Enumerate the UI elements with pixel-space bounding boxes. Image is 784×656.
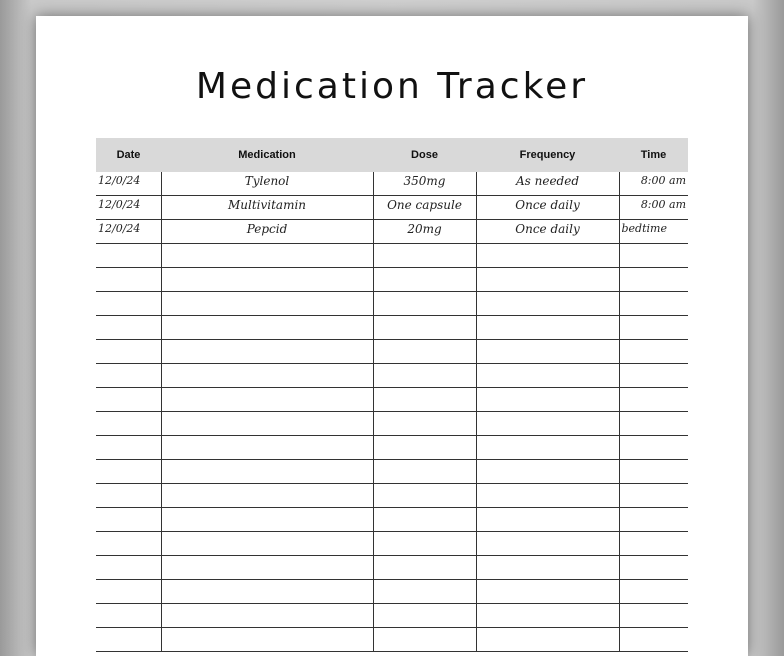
dose-cell[interactable]: 350mg [373, 172, 476, 196]
dose-cell[interactable] [373, 508, 476, 532]
frequency-cell[interactable]: Once daily [476, 220, 619, 244]
table-row [96, 364, 688, 388]
time-cell[interactable] [619, 412, 688, 436]
medication-cell[interactable]: Tylenol [161, 172, 373, 196]
table-row [96, 484, 688, 508]
medication-cell[interactable] [161, 316, 373, 340]
dose-cell[interactable]: One capsule [373, 196, 476, 220]
time-cell[interactable] [619, 628, 688, 652]
frequency-cell[interactable] [476, 316, 619, 340]
date-cell[interactable] [96, 436, 161, 460]
date-cell[interactable]: 12/0/24 [96, 172, 161, 196]
table-row [96, 532, 688, 556]
frequency-cell[interactable] [476, 268, 619, 292]
frequency-cell[interactable] [476, 436, 619, 460]
frequency-cell[interactable]: Once daily [476, 196, 619, 220]
dose-cell[interactable] [373, 604, 476, 628]
medication-cell[interactable] [161, 268, 373, 292]
table-row [96, 340, 688, 364]
table-row [96, 244, 688, 268]
header-medication: Medication [161, 138, 373, 172]
table-row [96, 292, 688, 316]
frequency-cell[interactable] [476, 388, 619, 412]
medication-cell[interactable] [161, 508, 373, 532]
time-cell[interactable] [619, 460, 688, 484]
medication-table [96, 138, 688, 652]
time-cell[interactable] [619, 508, 688, 532]
date-cell[interactable] [96, 412, 161, 436]
medication-cell[interactable] [161, 580, 373, 604]
time-cell[interactable] [619, 292, 688, 316]
date-cell[interactable] [96, 244, 161, 268]
dose-cell[interactable] [373, 532, 476, 556]
table-row [96, 220, 688, 244]
frequency-cell[interactable]: As needed [476, 172, 619, 196]
frequency-cell[interactable] [476, 508, 619, 532]
header-date: Date [96, 138, 161, 172]
medication-cell[interactable] [161, 364, 373, 388]
dose-cell[interactable] [373, 364, 476, 388]
page-title: Medication Tracker [195, 66, 589, 107]
frequency-cell[interactable] [476, 580, 619, 604]
header-frequency: Frequency [476, 138, 619, 172]
time-cell[interactable]: bedtime [619, 220, 688, 244]
medication-cell[interactable] [161, 412, 373, 436]
dose-cell[interactable] [373, 436, 476, 460]
table-row [96, 316, 688, 340]
time-cell[interactable] [619, 340, 688, 364]
dose-cell[interactable] [373, 244, 476, 268]
dose-cell[interactable] [373, 556, 476, 580]
table-row [96, 580, 688, 604]
medication-cell[interactable]: Multivitamin [161, 196, 373, 220]
time-cell[interactable]: 8:00 am [619, 172, 688, 196]
dose-cell[interactable] [373, 340, 476, 364]
time-cell[interactable]: 8:00 am [619, 196, 688, 220]
table-row [96, 508, 688, 532]
date-cell[interactable] [96, 364, 161, 388]
frequency-cell[interactable] [476, 460, 619, 484]
frequency-cell[interactable] [476, 532, 619, 556]
dose-cell[interactable]: 20mg [373, 220, 476, 244]
medication-cell[interactable] [161, 628, 373, 652]
medication-cell[interactable] [161, 292, 373, 316]
date-cell[interactable] [96, 388, 161, 412]
medication-cell[interactable] [161, 556, 373, 580]
dose-cell[interactable] [373, 388, 476, 412]
time-cell[interactable] [619, 580, 688, 604]
medication-cell[interactable]: Pepcid [161, 220, 373, 244]
date-cell[interactable] [96, 460, 161, 484]
time-cell[interactable] [619, 316, 688, 340]
table-row [96, 460, 688, 484]
dose-cell[interactable] [373, 268, 476, 292]
frequency-cell[interactable] [476, 556, 619, 580]
dose-cell[interactable] [373, 292, 476, 316]
date-cell[interactable] [96, 316, 161, 340]
date-cell[interactable]: 12/0/24 [96, 220, 161, 244]
date-cell[interactable]: 12/0/24 [96, 196, 161, 220]
date-cell[interactable] [96, 532, 161, 556]
medication-cell[interactable] [161, 340, 373, 364]
table-row [96, 172, 688, 196]
frequency-cell[interactable] [476, 604, 619, 628]
dose-cell[interactable] [373, 580, 476, 604]
time-cell[interactable] [619, 364, 688, 388]
dose-cell[interactable] [373, 412, 476, 436]
table-row [96, 268, 688, 292]
frequency-cell[interactable] [476, 484, 619, 508]
time-cell[interactable] [619, 388, 688, 412]
table-row [96, 412, 688, 436]
header-dose: Dose [373, 138, 476, 172]
dose-cell[interactable] [373, 484, 476, 508]
table-row [96, 196, 688, 220]
table-row [96, 556, 688, 580]
medication-cell[interactable] [161, 484, 373, 508]
medication-cell[interactable] [161, 532, 373, 556]
header-time: Time [619, 138, 688, 172]
medication-cell[interactable] [161, 604, 373, 628]
frequency-cell[interactable] [476, 412, 619, 436]
frequency-cell[interactable] [476, 340, 619, 364]
medication-cell[interactable] [161, 244, 373, 268]
table-row [96, 436, 688, 460]
date-cell[interactable] [96, 292, 161, 316]
time-cell[interactable] [619, 484, 688, 508]
date-cell[interactable] [96, 604, 161, 628]
medication-cell[interactable] [161, 436, 373, 460]
dose-cell[interactable] [373, 460, 476, 484]
frequency-cell[interactable] [476, 244, 619, 268]
table-row [96, 388, 688, 412]
medication-cell[interactable] [161, 388, 373, 412]
date-cell[interactable] [96, 484, 161, 508]
date-cell[interactable] [96, 556, 161, 580]
frequency-cell[interactable] [476, 628, 619, 652]
medication-cell[interactable] [161, 460, 373, 484]
time-cell[interactable] [619, 532, 688, 556]
time-cell[interactable] [619, 244, 688, 268]
table-row [96, 604, 688, 628]
date-cell[interactable] [96, 508, 161, 532]
frequency-cell[interactable] [476, 292, 619, 316]
date-cell[interactable] [96, 268, 161, 292]
time-cell[interactable] [619, 556, 688, 580]
date-cell[interactable] [96, 580, 161, 604]
time-cell[interactable] [619, 268, 688, 292]
time-cell[interactable] [619, 604, 688, 628]
date-cell[interactable] [96, 628, 161, 652]
table-header-row [96, 138, 688, 172]
frequency-cell[interactable] [476, 364, 619, 388]
tracker-sheet [36, 16, 748, 656]
dose-cell[interactable] [373, 628, 476, 652]
time-cell[interactable] [619, 436, 688, 460]
date-cell[interactable] [96, 340, 161, 364]
dose-cell[interactable] [373, 316, 476, 340]
table-row [96, 628, 688, 652]
